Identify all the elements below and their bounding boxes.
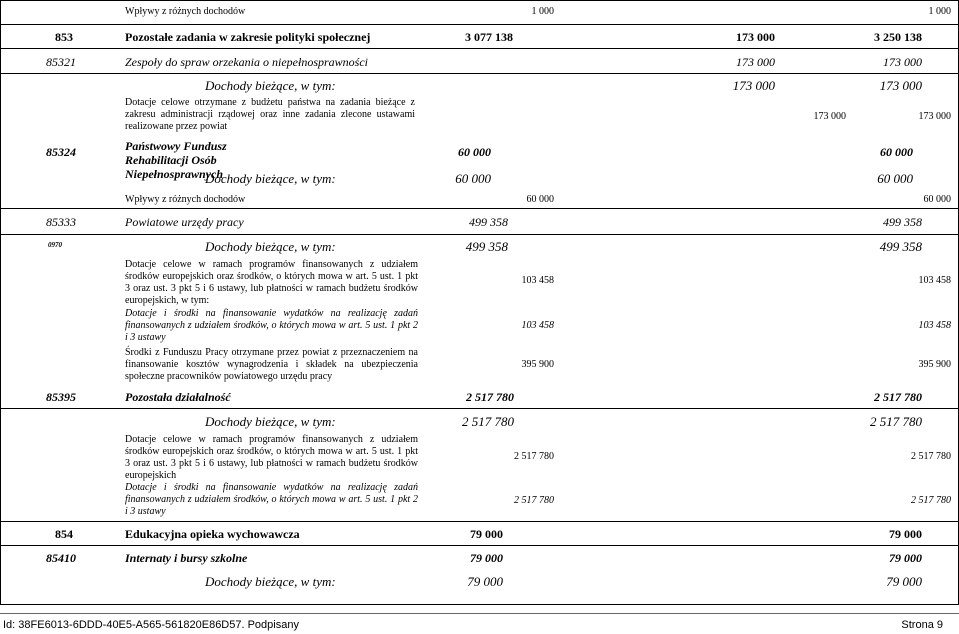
income-value: 2 517 780 <box>514 495 554 506</box>
current-income-value: 499 358 <box>879 239 922 254</box>
row-divider <box>0 408 959 409</box>
section-value: 3 250 138 <box>874 30 922 44</box>
section-code: 854 <box>55 527 73 541</box>
income-value: 103 458 <box>918 320 951 331</box>
chapter-code: 85321 <box>46 55 76 69</box>
income-value: 173 000 <box>813 111 846 122</box>
income-value: 2 517 780 <box>514 451 554 462</box>
current-income-value: 60 000 <box>455 171 491 186</box>
paragraph-code: 0970 <box>48 241 62 249</box>
current-income-value: 60 000 <box>877 171 913 186</box>
income-value: 395 900 <box>918 359 951 370</box>
income-value: 60 000 <box>923 194 951 205</box>
chapter-name: Internaty i bursy szkolne <box>125 551 248 565</box>
income-value: 103 458 <box>918 275 951 286</box>
row-divider <box>0 604 959 605</box>
chapter-value: 2 517 780 <box>874 390 922 404</box>
income-value: 103 458 <box>521 320 554 331</box>
income-desc: Dotacje celowe w ramach programów finansowanych z udziałem środków europejskich oraz środków, o których mowa w art. 5 ust. 1 pkt 3 oraz ust. 3 pkt 5 i 6 ustawy, lub płatności w ramach budżetu środków europejskich, w tym: <box>125 259 418 306</box>
income-desc: Wpływy z różnych dochodów <box>125 194 246 205</box>
income-value: 173 000 <box>918 111 951 122</box>
row-value: 1 000 <box>928 6 951 17</box>
document-id: Id: 38FE6013-6DDD-40E5-A565-561820E86D57. Podpisany <box>3 619 299 631</box>
current-income-label: Dochody bieżące, w tym: <box>205 78 336 93</box>
current-income-value: 2 517 780 <box>870 414 922 429</box>
current-income-label: Dochody bieżące, w tym: <box>205 574 336 589</box>
row-divider <box>0 24 959 25</box>
income-value: 395 900 <box>521 359 554 370</box>
footer-rule <box>0 613 959 614</box>
chapter-value: 60 000 <box>458 145 491 159</box>
current-income-value: 173 000 <box>879 78 922 93</box>
row-divider <box>0 48 959 49</box>
income-desc: Dotacje i środki na finansowanie wydatków na realizację zadań finansowanych z udziałem środków, o których mowa w art. 5 ust. 1 pkt 2 i 3 ustawy <box>125 482 418 517</box>
income-desc: Dotacje i środki na finansowanie wydatków na realizację zadań finansowanych z udziałem środków, o których mowa w art. 5 ust. 1 pkt 2 i 3 ustawy <box>125 308 418 343</box>
table-border-left <box>0 0 1 604</box>
current-income-label: Dochody bieżące, w tym: <box>205 414 336 429</box>
income-desc: Środki z Funduszu Pracy otrzymane przez powiat z przeznaczeniem na finansowanie kosztów wynagrodzenia i składek na ubezpieczenia społeczne pracowników powiatowego urzędu pracy <box>125 347 418 382</box>
chapter-name: Państwowy Fundusz Rehabilitacji Osób Niepełnosprawnych <box>125 139 227 181</box>
section-code: 853 <box>55 30 73 44</box>
chapter-code: 85333 <box>46 215 76 229</box>
section-value: 79 000 <box>889 527 922 541</box>
chapter-value: 173 000 <box>883 55 922 69</box>
row-divider <box>0 234 959 235</box>
income-value: 2 517 780 <box>911 495 951 506</box>
chapter-code: 85395 <box>46 390 76 404</box>
row-divider <box>0 0 959 1</box>
chapter-name: Powiatowe urzędy pracy <box>125 215 244 229</box>
income-value: 103 458 <box>521 275 554 286</box>
row-divider <box>0 208 959 209</box>
income-desc: Dotacje celowe otrzymane z budżetu państwa na zadania bieżące z zakresu administracji rządowej oraz inne zadania zlecone ustawami realizowane przez powiat <box>125 97 415 132</box>
section-value: 3 077 138 <box>465 30 513 44</box>
current-income-value: 79 000 <box>467 574 503 589</box>
chapter-name: Pozostała działalność <box>125 390 231 404</box>
row-desc: Wpływy z różnych dochodów <box>125 6 246 17</box>
section-value: 173 000 <box>736 30 775 44</box>
section-name: Pozostałe zadania w zakresie polityki społecznej <box>125 30 371 44</box>
row-divider <box>0 73 959 74</box>
chapter-name: Zespoły do spraw orzekania o niepełnosprawności <box>125 55 368 69</box>
chapter-value: 499 358 <box>883 215 922 229</box>
chapter-value: 173 000 <box>736 55 775 69</box>
chapter-code: 85324 <box>46 145 76 159</box>
current-income-label: Dochody bieżące, w tym: <box>205 171 336 186</box>
income-value: 2 517 780 <box>911 451 951 462</box>
chapter-value: 79 000 <box>889 551 922 565</box>
chapter-value: 79 000 <box>470 551 503 565</box>
page-number: Strona 9 <box>901 619 943 631</box>
income-desc: Dotacje celowe w ramach programów finansowanych z udziałem środków europejskich oraz środków, o których mowa w art. 5 ust. 1 pkt 3 oraz ust. 3 pkt 5 i 6 ustawy, lub płatności w ramach budżetu środków europejskich <box>125 434 418 481</box>
chapter-value: 499 358 <box>469 215 508 229</box>
current-income-value: 2 517 780 <box>462 414 514 429</box>
section-value: 79 000 <box>470 527 503 541</box>
current-income-value: 499 358 <box>465 239 508 254</box>
section-name: Edukacyjna opieka wychowawcza <box>125 527 300 541</box>
chapter-code: 85410 <box>46 551 76 565</box>
row-divider <box>0 521 959 522</box>
current-income-label: Dochody bieżące, w tym: <box>205 239 336 254</box>
income-value: 60 000 <box>526 194 554 205</box>
current-income-value: 173 000 <box>732 78 775 93</box>
chapter-value: 60 000 <box>880 145 913 159</box>
chapter-value: 2 517 780 <box>466 390 514 404</box>
current-income-value: 79 000 <box>886 574 922 589</box>
row-value: 1 000 <box>531 6 554 17</box>
row-divider <box>0 545 959 546</box>
